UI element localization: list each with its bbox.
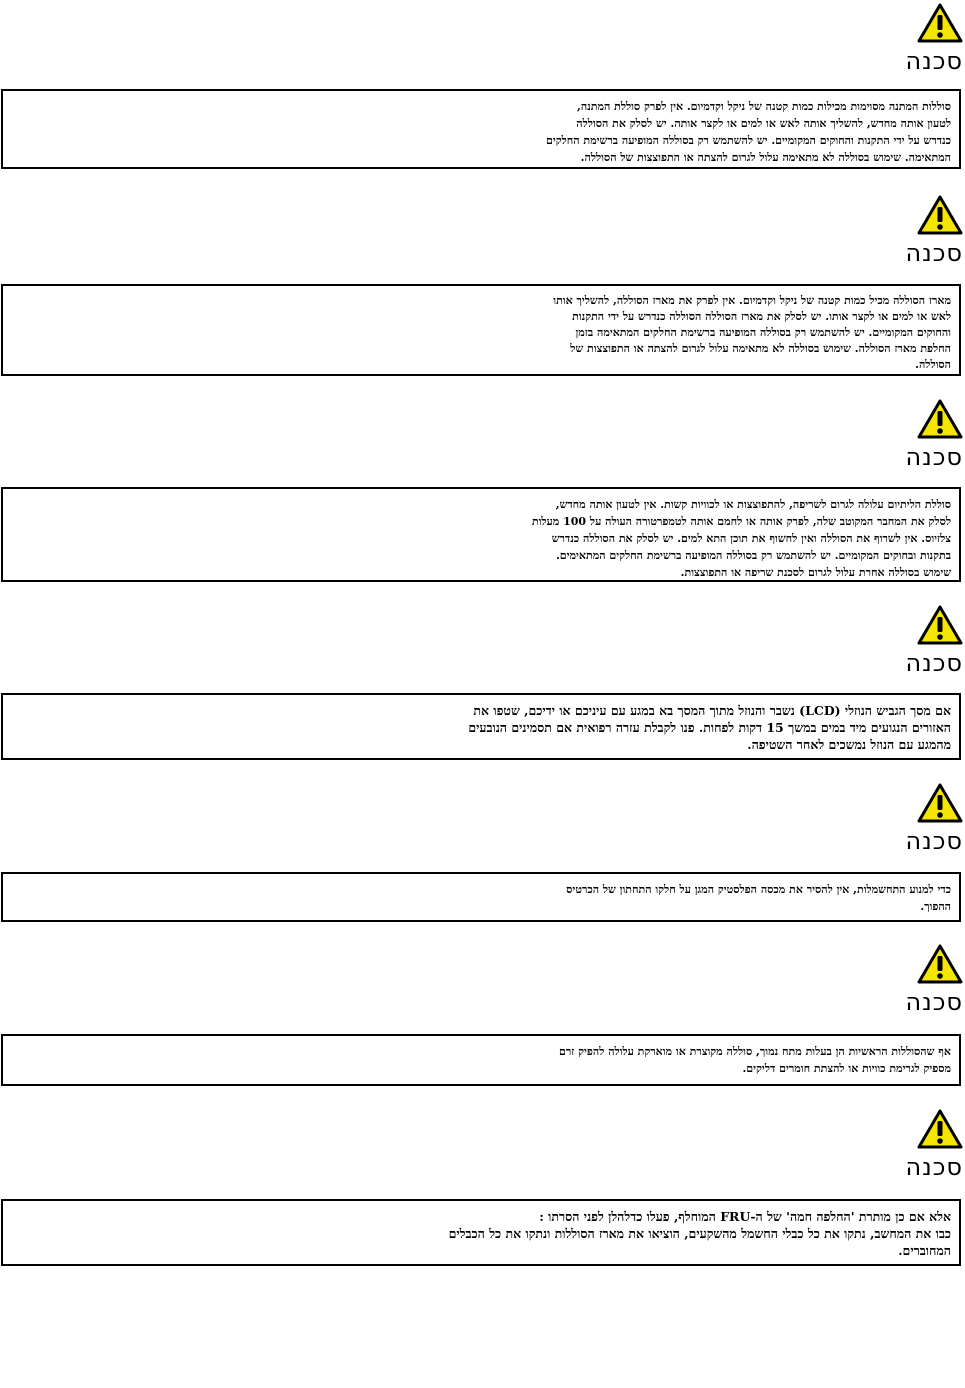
warning-notice-box xyxy=(1,89,961,169)
warning-notice-text: סוללות המתנה מסוימות מכילות כמות קטנה של ניקל וקדמיום. אין לפרק סוללת המתנה, לטעון אותה מחדש, להשליך אותה לאש או למים או לקצר אותה. יש לסלק את הסוללה כנדרש על ידי התקנות והחוקים המקומיים. יש להשתמש רק בסוללה המופיעה ברשימת החלקים המתאימה. שימוש בסוללה לא מתאימה עלול לגרום להצתה או התפוצצות של הסוללה. xyxy=(545,100,951,164)
warning-notice-box xyxy=(1,1034,961,1086)
warning-notice-text: מארז הסוללה מכיל כמות קטנה של ניקל וקדמיום. אין לפרק את מארז הסוללה, להשליך אותו לאש או למים או לקצר אותו. יש לסלק את מארז הסוללה הסוללה כנדרש על ידי התקנות והחוקים המקומיים. יש להשתמש רק בסוללה המופיעה ברשימת החלקים המתאימה בזמן החלפת מארז הסוללה. שימוש בסוללה לא מתאימה עלול לגרום להצתה או התפוצצות של הסוללה. xyxy=(553,294,951,371)
warning-notice-box xyxy=(1,487,961,582)
danger-label: סכנה xyxy=(905,1153,963,1181)
warning-triangle-icon xyxy=(917,194,963,236)
warning-notice-text: אם מסך הגביש הנוזלי (LCD) נשבר והנוזל מתוך המסך בא במגע עם עיניכם או ידיכם, שטפו את האזורים הנגועים מיד במים במשך 15 דקות לפחות. פנו לקבלת עזרה רפואית אם תסמינים הנובעים מהמגע עם הנוזל נמשכים לאחר השטיפה. xyxy=(468,703,951,752)
warning-triangle-icon xyxy=(917,943,963,985)
warning-triangle-icon xyxy=(917,1108,963,1150)
warning-notice-box xyxy=(1,284,961,376)
warning-triangle-icon xyxy=(917,782,963,824)
danger-label: סכנה xyxy=(905,827,963,855)
warning-notice-text: אף שהסוללות הראשיות הן בעלות מתח נמוך, סוללה מקוצרת או מוארקת עלולה להפיק זרם מספיק לגרימת כוויות או להצתת חומרים דליקים. xyxy=(558,1045,951,1075)
warning-triangle-icon xyxy=(917,398,963,440)
warning-notice-box xyxy=(1,693,961,760)
warning-notice-text: כדי למנוע התחשמלות, אין להסיר את מכסה הפלסטיק המגן על חלקו התחתון של הכרטיס ההפוך. xyxy=(566,883,951,913)
warning-triangle-icon xyxy=(917,604,963,646)
warning-notice-text: סוללת הליתיום עלולה לגרום לשריפה, להתפוצצות או לכוויות קשות. אין לטעון אותה מחדש, לסלק את המחבר המקוטב שלה, לפרק אותה או לחמם אותה לטמפרטורה העולה על 100 מעלות צלזיוס. אין לשרוף את הסוללה ואין לחשוף את תוכן התא למים. יש לסלק את הסוללה כנדרש בתקנות ובחוקים המקומיים. יש להשתמש רק בסוללה המופיעה ברשימת החלקים המתאימים. שימוש בסוללה אחרת עלול לגרום לסכנת שריפה או התפוצצות. xyxy=(531,498,951,579)
danger-label: סכנה xyxy=(905,239,963,267)
danger-label: סכנה xyxy=(905,988,963,1016)
warning-notice-text: אלא אם כן מותרת 'החלפה חמה' של ה-FRU המוחלף, פעלו כדלהלן לפני הסרתו : כבו את המחשב, נתקו את כל כבלי החשמל מהשקעים, הוציאו את מארז הסוללות ונתקו את כל הכבלים המחוברים. xyxy=(448,1209,951,1258)
danger-label: סכנה xyxy=(905,649,963,677)
warning-triangle-icon xyxy=(917,2,963,44)
warning-notice-box xyxy=(1,872,961,922)
danger-label: סכנה xyxy=(905,47,963,75)
warning-notice-box xyxy=(1,1199,961,1266)
danger-label: סכנה xyxy=(905,443,963,471)
